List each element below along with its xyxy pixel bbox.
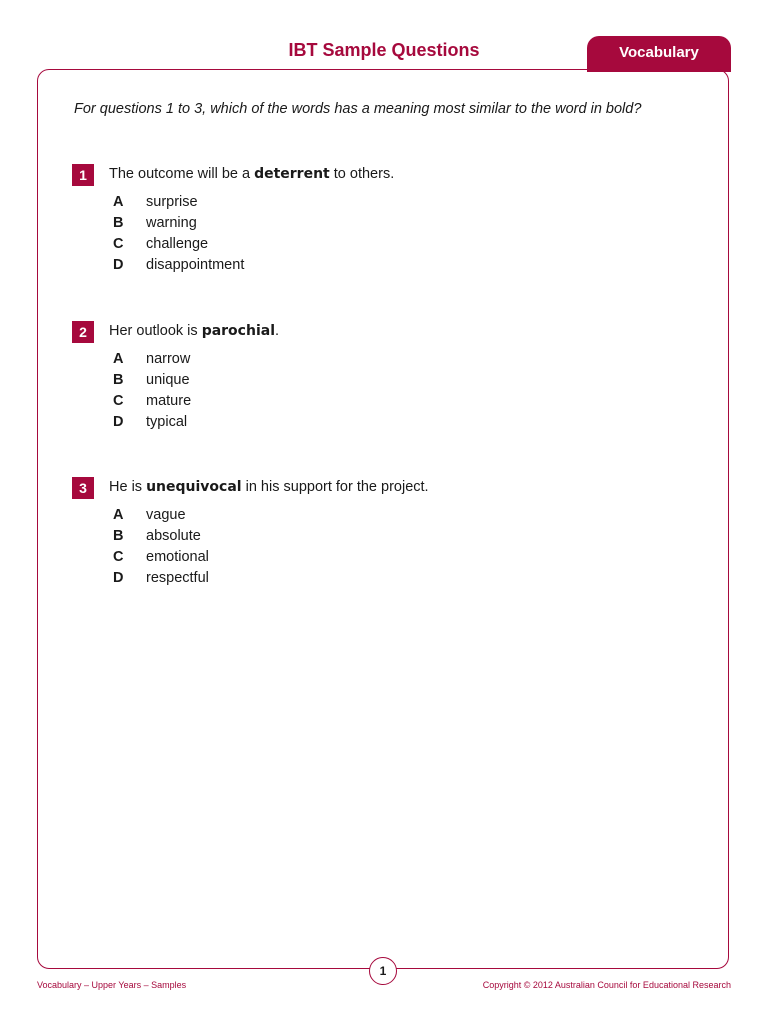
page-title: IBT Sample Questions <box>288 40 480 60</box>
question-number: 2 <box>72 321 94 343</box>
option-a <box>113 194 198 210</box>
option-c <box>113 549 209 565</box>
stem-text-after: to others. <box>329 166 395 182</box>
option-c <box>113 393 191 409</box>
footer-copyright: Copyright © 2012 Australian Council for Educational Research <box>482 980 731 990</box>
stem-text-before: He is <box>109 479 147 495</box>
option-a <box>113 351 190 367</box>
stem-text-before: Her outlook is <box>109 323 202 339</box>
option-d <box>113 570 209 586</box>
bold-word: deterrent <box>254 166 330 182</box>
option-text: challenge <box>146 236 209 252</box>
option-a <box>113 507 186 523</box>
bold-word: parochial <box>201 323 275 339</box>
option-text: unique <box>146 372 190 388</box>
option-text: disappointment <box>146 257 245 273</box>
option-letter: C <box>113 549 124 565</box>
option-text: typical <box>146 414 188 430</box>
option-letter: B <box>113 372 124 388</box>
question-number: 3 <box>72 477 94 499</box>
option-text: absolute <box>146 528 201 544</box>
stem-text-before: The outcome will be a <box>109 166 255 182</box>
option-letter: A <box>113 507 124 523</box>
option-text: vague <box>146 507 186 523</box>
option-b <box>113 372 190 388</box>
option-text: respectful <box>146 570 209 586</box>
question-number: 1 <box>72 164 94 186</box>
option-d <box>113 257 244 273</box>
instructions: For questions 1 to 3, which of the words has a meaning most similar to the word in bold? <box>74 101 642 117</box>
option-text: narrow <box>146 351 191 367</box>
bold-word: unequivocal <box>146 479 242 495</box>
question-stem <box>109 479 429 495</box>
question-stem <box>109 323 279 339</box>
option-letter: D <box>113 414 124 430</box>
option-c <box>113 236 208 252</box>
option-text: surprise <box>146 194 198 210</box>
option-letter: A <box>113 194 124 210</box>
option-text: mature <box>146 393 192 409</box>
page-number: 1 <box>369 957 397 985</box>
option-letter: D <box>113 570 124 586</box>
footer-left-text: Vocabulary – Upper Years – Samples <box>37 980 187 990</box>
question-stem <box>109 166 394 182</box>
stem-text-after: . <box>275 323 280 339</box>
option-text: emotional <box>146 549 209 565</box>
option-d <box>113 414 187 430</box>
option-letter: A <box>113 351 124 367</box>
option-letter: B <box>113 215 124 231</box>
option-letter: C <box>113 236 124 252</box>
stem-text-after: in his support for the project. <box>241 479 429 495</box>
option-text: warning <box>146 215 197 231</box>
option-letter: C <box>113 393 124 409</box>
option-b <box>113 528 201 544</box>
section-tab: Vocabulary <box>587 36 731 72</box>
option-b <box>113 215 197 231</box>
option-letter: B <box>113 528 124 544</box>
option-letter: D <box>113 257 124 273</box>
